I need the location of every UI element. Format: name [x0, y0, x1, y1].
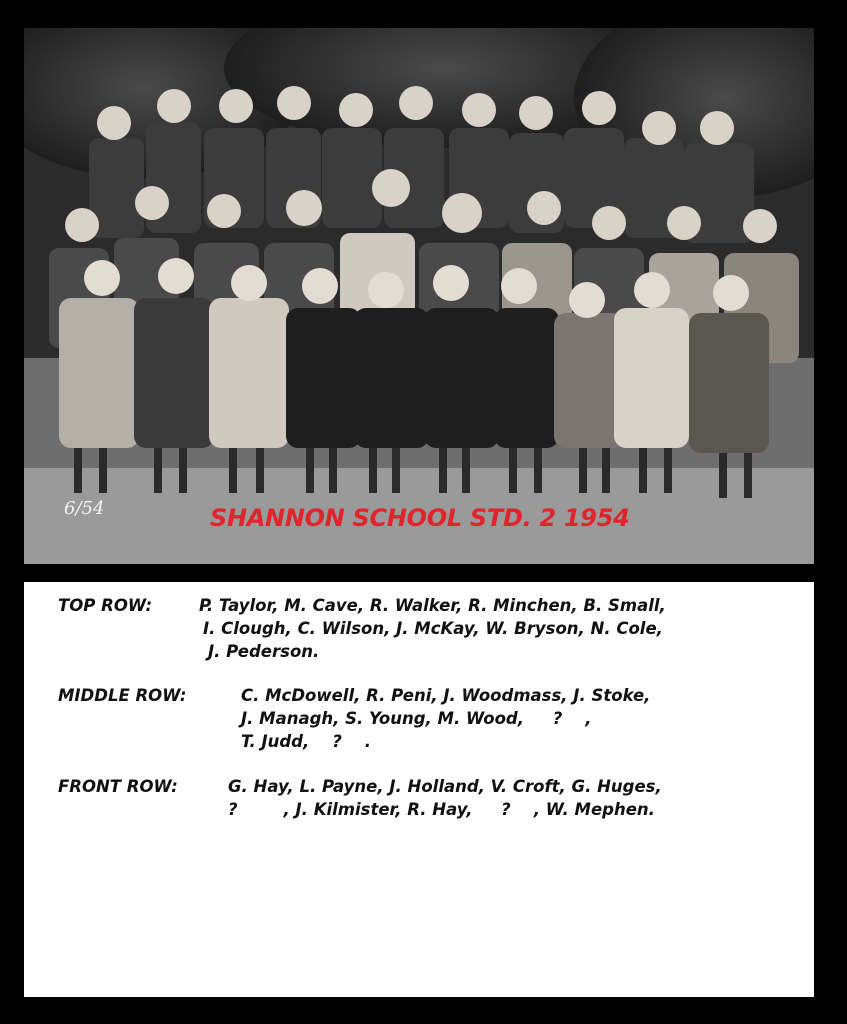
- middle-row-label: MIDDLE ROW:: [58, 686, 187, 705]
- front-row-label: FRONT ROW:: [58, 777, 178, 796]
- top-row-line-3: J. Pederson.: [208, 642, 320, 661]
- class-photo: [24, 28, 814, 564]
- middle-row-line-3: T. Judd, ? .: [241, 732, 372, 751]
- top-row-line-2: I. Clough, C. Wilson, J. McKay, W. Bryson, N. Cole,: [203, 619, 663, 638]
- photo-caption: SHANNON SCHOOL STD. 2 1954: [210, 504, 630, 532]
- front-row-line-1: G. Hay, L. Payne, J. Holland, V. Croft, G. Huges,: [228, 777, 662, 796]
- front-row-line-2: ? , J. Kilmister, R. Hay, ? , W. Mephen.: [228, 800, 655, 819]
- top-row-line-1: P. Taylor, M. Cave, R. Walker, R. Minchen, B. Small,: [199, 596, 666, 615]
- photo-corner-mark: 6/54: [64, 498, 105, 519]
- class-photo-illustration: [24, 28, 814, 564]
- middle-row-line-1: C. McDowell, R. Peni, J. Woodmass, J. Stoke,: [241, 686, 651, 705]
- top-row-label: TOP ROW:: [58, 596, 153, 615]
- middle-row-line-2: J. Managh, S. Young, M. Wood, ? ,: [241, 709, 592, 728]
- names-card: [24, 582, 814, 997]
